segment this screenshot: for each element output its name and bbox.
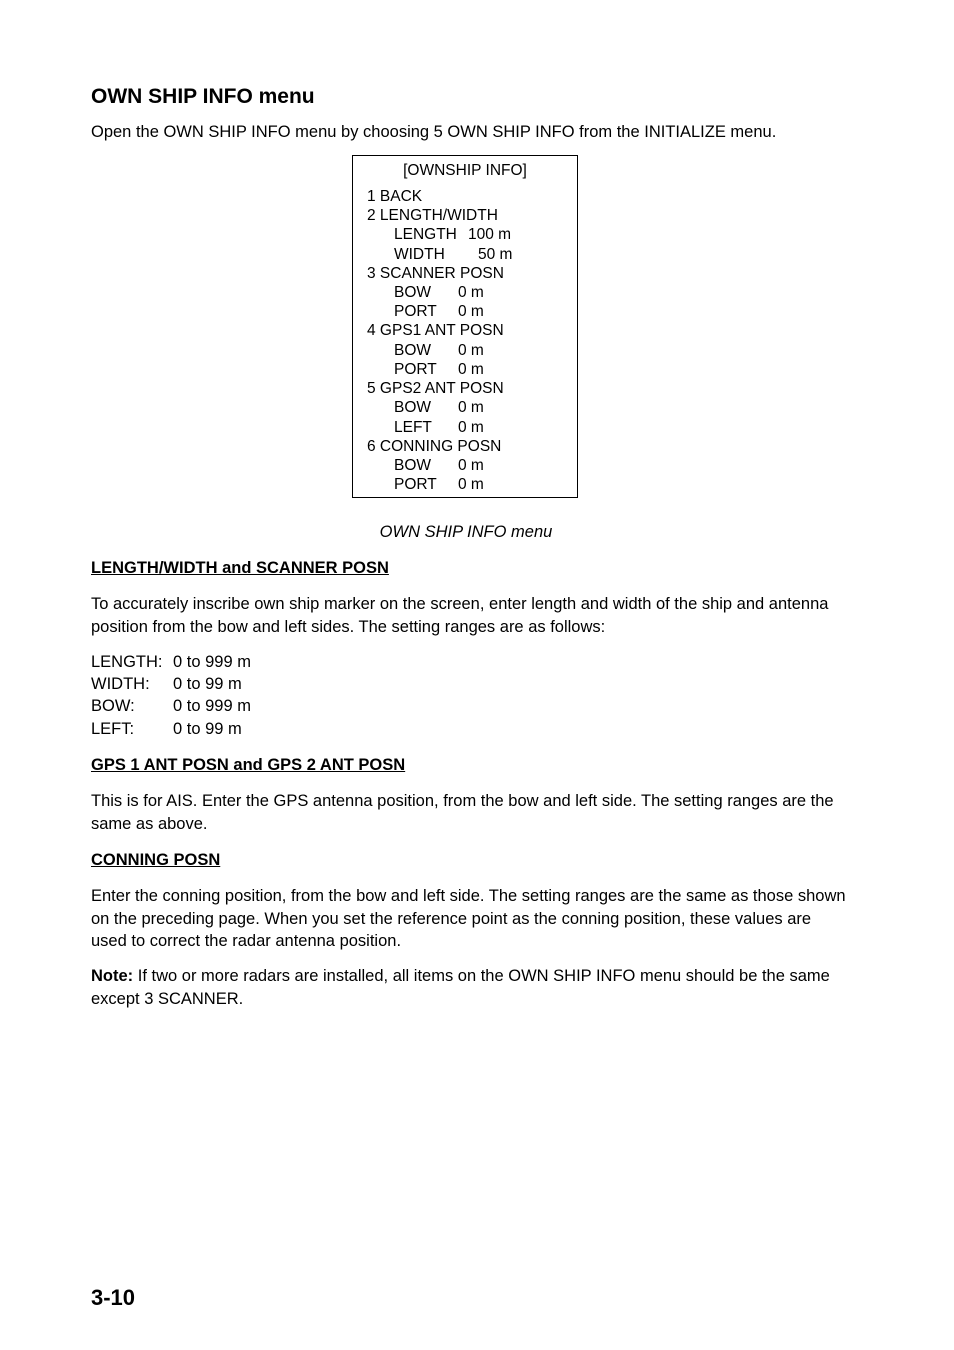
section-heading-gps-ant-posn: GPS 1 ANT POSN and GPS 2 ANT POSN <box>91 756 406 774</box>
menu-subitem-value: 100 m <box>468 226 512 243</box>
menu-item-label: 5 GPS2 ANT POSN <box>367 380 504 397</box>
menu-subitem-bow <box>394 398 484 417</box>
range-value: 0 to 999 m <box>173 653 251 671</box>
note-paragraph <box>91 965 851 1010</box>
section-heading-conning-posn: CONNING POSN <box>91 851 221 869</box>
menu-subitem-label: PORT <box>394 303 437 320</box>
note-label: Note: <box>91 967 134 985</box>
menu-subitem-port <box>394 360 484 379</box>
menu-item-gps2-ant-posn <box>367 379 504 398</box>
menu-subitem-label: LEFT <box>394 419 432 436</box>
menu-subitem-value: 0 m <box>458 457 484 474</box>
range-label: WIDTH: <box>91 675 150 693</box>
note-text: If two or more radars are installed, all items on the OWN SHIP INFO menu should be the same except 3 SCANNER. <box>91 967 830 1008</box>
page-heading: OWN SHIP INFO menu <box>91 85 315 108</box>
menu-item-label: 4 GPS1 ANT POSN <box>367 322 504 339</box>
menu-title: [OWNSHIP INFO] <box>403 162 527 179</box>
menu-subitem-label: LENGTH <box>394 226 457 243</box>
range-row-width <box>91 673 242 695</box>
menu-item-conning-posn <box>367 437 501 456</box>
section-paragraph: To accurately inscribe own ship marker on the screen, enter length and width of the ship and antenna position from the bow and left sides. The setting ranges are as follows: <box>91 595 829 636</box>
range-row-length <box>91 651 251 673</box>
menu-subitem-value: 0 m <box>458 476 484 493</box>
range-row-left <box>91 718 242 740</box>
menu-subitem-width <box>394 245 513 264</box>
range-label: BOW: <box>91 697 135 715</box>
menu-item-gps1-ant-posn <box>367 321 504 340</box>
range-label: LEFT: <box>91 720 135 738</box>
menu-subitem-label: BOW <box>394 457 432 474</box>
menu-subitem-value: 0 m <box>458 303 484 320</box>
range-row-bow <box>91 695 251 717</box>
page-number: 3-10 <box>91 1285 136 1310</box>
menu-subitem-label: BOW <box>394 399 432 416</box>
menu-item-label: 2 LENGTH/WIDTH <box>367 207 498 224</box>
menu-subitem-label: BOW <box>394 342 432 359</box>
menu-item-label: 1 BACK <box>367 188 423 205</box>
menu-subitem-value: 0 m <box>458 399 484 416</box>
range-value: 0 to 99 m <box>173 675 242 693</box>
menu-item-scanner-posn <box>367 264 504 283</box>
menu-subitem-length <box>394 225 512 244</box>
menu-subitem-port <box>394 475 484 494</box>
ownship-info-menu-box <box>352 155 578 498</box>
menu-subitem-bow <box>394 341 484 360</box>
menu-item-label: 6 CONNING POSN <box>367 438 502 455</box>
figure-caption: OWN SHIP INFO menu <box>379 523 553 541</box>
range-label: LENGTH: <box>91 653 163 671</box>
menu-item-length-width <box>367 206 498 225</box>
intro-paragraph: Open the OWN SHIP INFO menu by choosing 5 OWN SHIP INFO from the INITIALIZE menu. <box>91 123 777 141</box>
menu-subitem-label: PORT <box>394 361 437 378</box>
menu-subitem-label: PORT <box>394 476 437 493</box>
range-value: 0 to 99 m <box>173 720 242 738</box>
menu-subitem-value: 50 m <box>478 246 513 263</box>
menu-item-label: 3 SCANNER POSN <box>367 265 504 282</box>
section-paragraph: Enter the conning position, from the bow and left side. The setting ranges are the same as those shown on the preceding page. When you set the reference point as the conning position, these values are used to correct the radar antenna position. <box>91 887 846 950</box>
menu-subitem-label: BOW <box>394 284 432 301</box>
menu-subitem-value: 0 m <box>458 284 484 301</box>
menu-subitem-value: 0 m <box>458 361 484 378</box>
menu-subitem-port <box>394 302 484 321</box>
menu-subitem-bow <box>394 456 484 475</box>
menu-item-back <box>367 187 422 206</box>
section-paragraph: This is for AIS. Enter the GPS antenna position, from the bow and left side. The setting ranges are the same as above. <box>91 792 834 833</box>
menu-subitem-value: 0 m <box>458 342 484 359</box>
menu-subitem-value: 0 m <box>458 419 484 436</box>
menu-subitem-left <box>394 418 484 437</box>
section-heading-length-width: LENGTH/WIDTH and SCANNER POSN <box>91 559 389 577</box>
menu-subitem-bow <box>394 283 484 302</box>
menu-subitem-label: WIDTH <box>394 246 445 263</box>
range-value: 0 to 999 m <box>173 697 251 715</box>
